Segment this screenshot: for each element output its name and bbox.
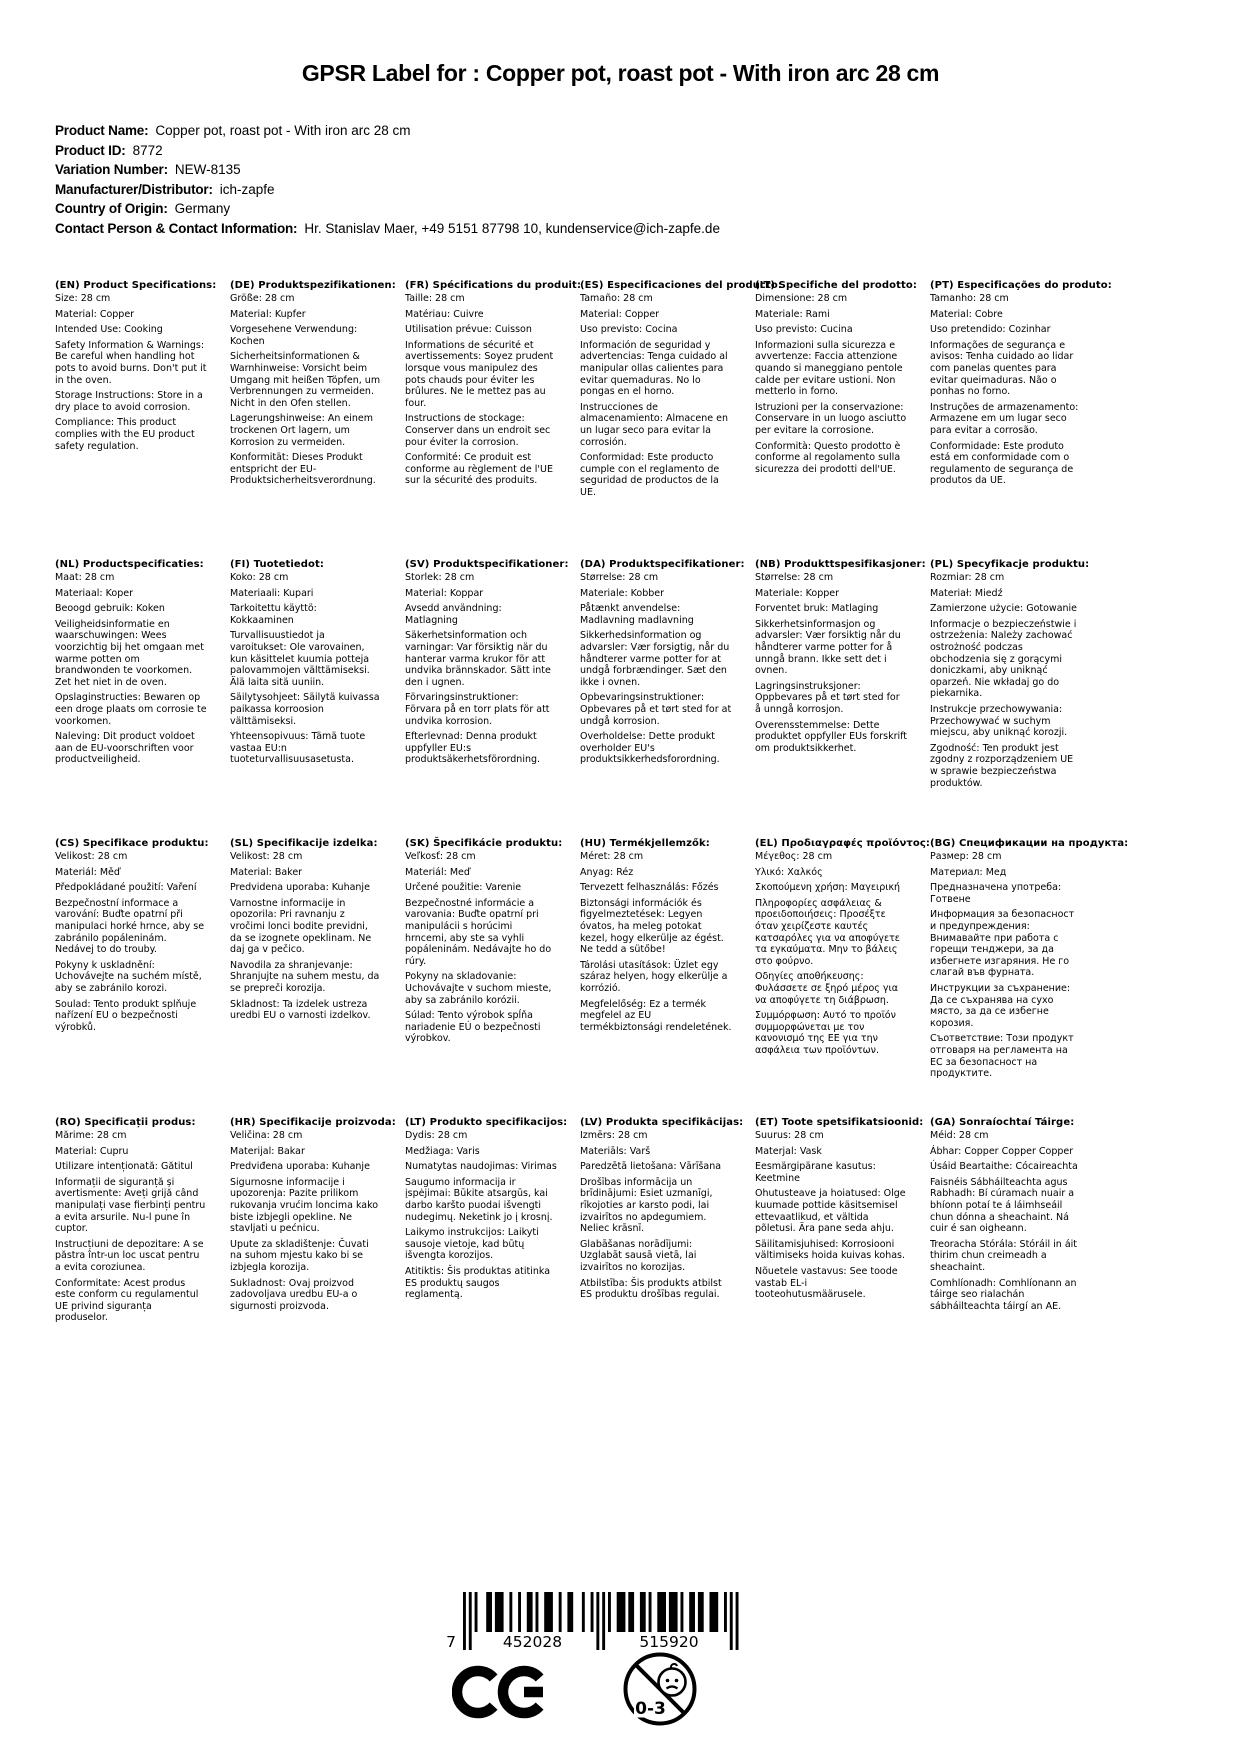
spec-paragraph: Συμμόρφωση: Αυτό το προϊόν συμμορφώνεται με τον κανονισμό της ΕΕ για την ασφάλεια των προϊόντων. bbox=[755, 1010, 896, 1056]
spec-paragraph: Megfelelőség: Ez a termék megfelel az EU termékbiztonsági rendeletének. bbox=[580, 998, 732, 1033]
spec-cell-hu bbox=[580, 838, 735, 1117]
spec-paragraph: Størrelse: 28 cm bbox=[580, 572, 659, 583]
spec-paragraph: Faisnéis Sábháilteachta agus Rabhadh: Bí cúramach nuair a bhíonn potaí te á láimhseáil chun dónna a sheachaint. Ná cuir é san oigheann. bbox=[930, 1176, 1075, 1235]
spec-paragraph: Koko: 28 cm bbox=[230, 572, 289, 583]
spec-cell-cs bbox=[55, 838, 210, 1117]
spec-cell-fr bbox=[405, 280, 582, 559]
info-label: Country of Origin: bbox=[55, 201, 168, 217]
spec-paragraph: Suurus: 28 cm bbox=[755, 1130, 824, 1141]
spec-paragraph: Maat: 28 cm bbox=[55, 572, 115, 583]
spec-paragraph: Размер: 28 cm bbox=[930, 851, 1002, 862]
spec-cell-nl bbox=[55, 559, 210, 838]
spec-header: (LT) Produkto specifikacijos: bbox=[405, 1117, 568, 1128]
spec-header: (HU) Termékjellemzők: bbox=[580, 838, 710, 849]
spec-paragraph: Informações de segurança e avisos: Tenha cuidado ao lidar com panelas quentes para evitar queimaduras. Não o ponhas no forno. bbox=[930, 339, 1074, 398]
spec-header: (DE) Produktspezifikationen: bbox=[230, 280, 396, 291]
spec-paragraph: Nõuetele vastavus: See toode vastab EL-i tooteohutusmäärusele. bbox=[755, 1265, 898, 1301]
spec-paragraph: Medžiaga: Varis bbox=[405, 1145, 480, 1157]
spec-cell-sl bbox=[230, 838, 385, 1117]
spec-paragraph: Bezpečnostné informácie a varovania: Buďte opatrní pri manipulácii s horúcimi hrncemi, aby ste sa vyhli popáleninám. Nedávajte ho do rúry. bbox=[405, 897, 552, 967]
spec-paragraph: Drošības informācija un brīdinājumi: Esiet uzmanīgi, rīkojoties ar karsto podi, lai izvairītos no apdegumiem. Neliec krāsnī. bbox=[580, 1176, 713, 1235]
ean-barcode bbox=[446, 1592, 739, 1651]
product-info-row bbox=[55, 199, 720, 219]
spec-paragraph: Informazioni sulla sicurezza e avvertenze: Faccia attenzione quando si maneggiano pentole calde per evitare ustioni. Non metterlo in forno. bbox=[755, 339, 903, 398]
spec-paragraph: Pokyny na skladovanie: Uchovávajte v suchom mieste, aby sa zabránilo korózii. bbox=[405, 971, 552, 1006]
product-info-block bbox=[55, 121, 720, 239]
spec-paragraph: Soulad: Tento produkt splňuje nařízení EU o bezpečnosti výrobků. bbox=[55, 998, 197, 1033]
spec-cell-el bbox=[755, 838, 930, 1117]
spec-paragraph: Dimensione: 28 cm bbox=[755, 293, 848, 304]
spec-paragraph: Πληροφορίες ασφάλειας & προειδοποιήσεις: Προσέξτε όταν χειρίζεστε καυτές κατσαρόλες για να αποφύγετε τα εγκαύματα. Μην το βάλεις στο φούρνο. bbox=[755, 897, 900, 967]
spec-paragraph: Påtænkt anvendelse: Madlavning madlavning bbox=[580, 603, 694, 626]
spec-paragraph: Materiāls: Varš bbox=[580, 1145, 651, 1157]
spec-paragraph: Conformità: Questo prodotto è conforme al regolamento sulla sicurezza dei prodotti dell'UE. bbox=[755, 440, 901, 475]
info-label: Variation Number: bbox=[55, 162, 168, 178]
spec-paragraph: Velikost: 28 cm bbox=[55, 851, 128, 862]
spec-paragraph: Veľkosť: 28 cm bbox=[405, 851, 476, 862]
spec-paragraph: Tárolási utasítások: Üzlet egy száraz helyen, hogy elkerülje a korrózió. bbox=[580, 959, 728, 994]
spec-paragraph: Tamanho: 28 cm bbox=[930, 293, 1009, 304]
spec-paragraph: Storage Instructions: Store in a dry place to avoid corrosion. bbox=[55, 390, 203, 413]
spec-paragraph: Materiaal: Koper bbox=[55, 587, 133, 599]
spec-paragraph: Glabāšanas norādījumi: Uzglabāt sausā vietā, lai izvairītos no korozijas. bbox=[580, 1238, 697, 1273]
spec-cell-nb bbox=[755, 559, 926, 838]
info-value: ich-zapfe bbox=[219, 181, 275, 197]
spec-cell-sv bbox=[405, 559, 569, 838]
spec-cell-bg bbox=[930, 838, 1129, 1117]
spec-paragraph: Informații de siguranță și avertismente: Aveți grijă când manipulați vase fierbinți pentru a evita arsurile. Nu-l pune în cuptor. bbox=[55, 1176, 206, 1235]
spec-paragraph: Sikkerhetsinformasjon og advarsler: Vær forsiktig når du håndterer varme potter for å unngå brann. Ikke sett det i ovnen. bbox=[755, 618, 901, 677]
spec-paragraph: Paredzētā lietošana: Vārīšana bbox=[580, 1161, 722, 1173]
age-warning-icon bbox=[621, 1650, 699, 1732]
spec-header: (EN) Product Specifications: bbox=[55, 280, 217, 291]
barcode-group2: 515920 bbox=[639, 1633, 699, 1651]
spec-paragraph: Σκοπούμενη χρήση: Μαγειρική bbox=[755, 882, 901, 894]
spec-paragraph: Инструкции за съхранение: Да се съхранява на сухо място, за да се избегне корозия. bbox=[930, 982, 1071, 1029]
spec-paragraph: Uso previsto: Cucina bbox=[755, 324, 853, 336]
spec-paragraph: Материал: Мед bbox=[930, 866, 1007, 878]
spec-cell-da bbox=[580, 559, 745, 838]
spec-paragraph: Size: 28 cm bbox=[55, 293, 111, 304]
spec-paragraph: Lagerungshinweise: An einem trockenen Ort lagern, um Korrosion zu vermeiden. bbox=[230, 413, 374, 448]
spec-paragraph: Compliance: This product complies with the EU product safety regulation. bbox=[55, 417, 195, 452]
spec-paragraph: Størrelse: 28 cm bbox=[755, 572, 834, 583]
spec-header: (SK) Špecifikácie produktu: bbox=[405, 838, 563, 849]
product-info-row bbox=[55, 219, 720, 239]
info-value: Copper pot, roast pot - With iron arc 28 cm bbox=[155, 123, 411, 138]
spec-cell-ro bbox=[55, 1117, 210, 1396]
spec-paragraph: Instrukcje przechowywania: Przechowywać w suchym miejscu, aby uniknąć korozji. bbox=[930, 703, 1068, 739]
spec-cell-ga bbox=[930, 1117, 1085, 1396]
spec-paragraph: Forventet bruk: Matlaging bbox=[755, 603, 879, 615]
spec-paragraph: Opbevaringsinstruktioner: Opbevares på et tørt sted for at undgå korrosion. bbox=[580, 692, 732, 727]
spec-header: (DA) Produktspecifikationer: bbox=[580, 559, 745, 570]
spec-paragraph: Информация за безопасност и предупреждения: Внимавайте при работа с горещи тенджери, за да избегнете изгаряния. Не го слагай във фурната. bbox=[930, 909, 1075, 979]
spec-cell-en bbox=[55, 280, 217, 559]
spec-header: (ET) Toote spetsifikatsioonid: bbox=[755, 1117, 924, 1128]
spec-paragraph: Instruções de armazenamento: Armazene em um lugar seco para evitar a corrosão. bbox=[930, 401, 1079, 436]
spec-header: (FR) Spécifications du produit: bbox=[405, 280, 582, 291]
spec-grid bbox=[55, 280, 1129, 1396]
spec-paragraph: Efterlevnad: Denna produkt uppfyller EU:s produktsäkerhetsförordning. bbox=[405, 731, 541, 766]
product-info-row bbox=[55, 121, 720, 141]
spec-paragraph: Lagringsinstruksjoner: Oppbevares på et tørt sted for å unngå korrosjon. bbox=[755, 680, 900, 715]
product-info-row bbox=[55, 180, 720, 200]
spec-paragraph: Rozmiar: 28 cm bbox=[930, 572, 1005, 583]
spec-paragraph: Materiał: Miedź bbox=[930, 587, 1003, 599]
spec-header: (EL) Προδιαγραφές προϊόντος: bbox=[755, 838, 930, 849]
spec-paragraph: Overensstemmelse: Dette produktet oppfyller EUs forskrift om produktsikkerhet. bbox=[755, 719, 908, 754]
spec-paragraph: Předpokládané použití: Vaření bbox=[55, 882, 197, 894]
spec-paragraph: Numatytas naudojimas: Virimas bbox=[405, 1161, 557, 1173]
spec-paragraph: Material: Copper bbox=[55, 308, 135, 320]
spec-paragraph: Navodila za shranjevanje: Shranjujte na suhem mestu, da se prepreči korozija. bbox=[230, 959, 380, 994]
spec-paragraph: Säilitamisjuhised: Korrosiooni vältimiseks hoida kuivas kohas. bbox=[755, 1238, 906, 1262]
info-value: Germany bbox=[174, 201, 231, 217]
spec-paragraph: Materiale: Rami bbox=[755, 308, 830, 320]
spec-cell-pt bbox=[930, 280, 1112, 559]
spec-paragraph: Informations de sécurité et avertissements: Soyez prudent lorsque vous manipulez des pots chauds pour éviter les brûlures. Ne le mettez pas au four. bbox=[405, 339, 554, 409]
spec-paragraph: Skladnost: Ta izdelek ustreza uredbi EU o varnosti izdelkov. bbox=[230, 998, 371, 1022]
spec-paragraph: Safety Information & Warnings: Be careful when handling hot pots to avoid burns. Don't put it in the oven. bbox=[55, 339, 207, 386]
spec-paragraph: Naleving: Dit product voldoet aan de EU-voorschriften voor productveiligheid. bbox=[55, 731, 195, 766]
spec-paragraph: Istruzioni per la conservazione: Conservare in un luogo asciutto per evitare la corrosione. bbox=[755, 401, 907, 436]
spec-paragraph: Veiligheidsinformatie en waarschuwingen: Wees voorzichtig bij het omgaan met warme potten om brandwonden te voorkomen. Zet het niet in de oven. bbox=[55, 618, 204, 688]
spec-paragraph: Предназначена употреба: Готвене bbox=[930, 882, 1062, 905]
info-label: Manufacturer/Distributor: bbox=[55, 181, 213, 197]
spec-header: (NB) Produkttspesifikasjoner: bbox=[755, 559, 926, 570]
spec-paragraph: Storlek: 28 cm bbox=[405, 572, 475, 583]
info-label: Product Name: bbox=[55, 123, 149, 138]
barcode-lead-digit: 7 bbox=[446, 1633, 456, 1651]
spec-paragraph: Material: Baker bbox=[230, 866, 303, 878]
spec-header: (ES) Especificaciones del producto: bbox=[580, 280, 782, 291]
spec-paragraph: Súlad: Tento výrobok spĺňa nariadenie EÚ o bezpečnosti výrobkov. bbox=[405, 1010, 541, 1045]
spec-paragraph: Material: Kupfer bbox=[230, 308, 306, 320]
spec-paragraph: Utilizare intenționată: Gătitul bbox=[55, 1161, 193, 1173]
spec-paragraph: Materiál: Měď bbox=[55, 866, 120, 878]
spec-paragraph: Bezpečnostní informace a varování: Buďte opatrní při manipulaci horké hrnce, aby se zabránilo popáleninám. Nedávej to do trouby. bbox=[55, 897, 205, 956]
spec-paragraph: Materiale: Kobber bbox=[580, 587, 665, 599]
spec-header: (PL) Specyfikacje produktu: bbox=[930, 559, 1090, 570]
spec-paragraph: Comhlíonadh: Comhlíonann an táirge seo rialachán sábháilteachta táirgí an AE. bbox=[930, 1277, 1077, 1312]
spec-paragraph: Avsedd användning: Matlagning bbox=[405, 603, 502, 626]
spec-paragraph: Förvaringsinstruktioner: Förvara på en torr plats för att undvika korrosion. bbox=[405, 692, 550, 727]
info-value: Hr. Stanislav Maer, +49 5151 87798 10, kundenservice@ich-zapfe.de bbox=[304, 220, 720, 236]
spec-cell-es bbox=[580, 280, 782, 559]
spec-paragraph: Určené použitie: Varenie bbox=[405, 882, 522, 894]
spec-paragraph: Taille: 28 cm bbox=[405, 293, 465, 304]
spec-header: (NL) Productspecificaties: bbox=[55, 559, 204, 570]
spec-paragraph: Säkerhetsinformation och varningar: Var försiktig när du hanterar varma krukor för att undvika brännskador. Sätt inte den i ugnen. bbox=[405, 630, 551, 688]
spec-header: (SL) Specifikacije izdelka: bbox=[230, 838, 378, 849]
spec-paragraph: Zgodność: Ten produkt jest zgodny z rozporządzeniem UE w sprawie bezpieczeństwa produktów. bbox=[930, 742, 1074, 789]
spec-paragraph: Predvidena uporaba: Kuhanje bbox=[230, 882, 370, 894]
spec-paragraph: Material: Cobre bbox=[930, 308, 1003, 320]
spec-paragraph: Instrucțiuni de depozitare: A se păstra într-un loc uscat pentru a evita coroziunea. bbox=[55, 1238, 204, 1273]
info-label: Contact Person & Contact Information: bbox=[55, 220, 298, 236]
spec-cell-pl bbox=[930, 559, 1090, 838]
spec-paragraph: Laikymo instrukcijos: Laikyti sausoje vietoje, kad būtų išvengta korozijos. bbox=[405, 1227, 539, 1262]
spec-paragraph: Saugumo informacija ir įspėjimai: Būkite atsargūs, kai darbo karšto puodai išvengti nudegimų. Neketink jo į krosnį. bbox=[405, 1176, 553, 1223]
spec-paragraph: Sigurnosne informacije i upozorenja: Pazite prilikom rukovanja vrućim loncima kako biste izbjegli opekline. Ne stavljati u pećnicu. bbox=[230, 1176, 379, 1235]
spec-paragraph: Matériau: Cuivre bbox=[405, 308, 484, 320]
spec-paragraph: Sicherheitsinformationen & Warnhinweise: Vorsicht beim Umgang mit heißen Töpfen, um Verbrennungen zu vermeiden. Nicht in den Ofen stellen. bbox=[230, 351, 381, 409]
spec-cell-hr bbox=[230, 1117, 396, 1396]
spec-paragraph: Méid: 28 cm bbox=[930, 1130, 989, 1141]
spec-paragraph: Información de seguridad y advertencias: Tenga cuidado al manipular ollas calientes para evitar quemaduras. No lo pongas en el horno. bbox=[580, 339, 728, 398]
spec-paragraph: Opslaginstructies: Bewaren op een droge plaats om corrosie te voorkomen. bbox=[55, 692, 207, 727]
spec-paragraph: Upute za skladištenje: Čuvati na suhom mjestu kako bi se izbjegla korozija. bbox=[230, 1238, 369, 1273]
spec-paragraph: Съответствие: Този продукт отговаря на регламента на ЕС за безопасност на продуктите. bbox=[930, 1033, 1074, 1080]
spec-paragraph: Größe: 28 cm bbox=[230, 293, 295, 304]
spec-paragraph: Biztonsági információk és figyelmeztetések: Legyen óvatos, ha meleg potokat kezel, hogy elkerülje az égést. Ne tedd a sütőbe! bbox=[580, 897, 724, 956]
spec-paragraph: Instructions de stockage: Conserver dans un endroit sec pour éviter la corrosion. bbox=[405, 413, 551, 448]
spec-cell-fi bbox=[230, 559, 385, 838]
spec-paragraph: Conformité: Ce produit est conforme au règlement de l'UE sur la sécurité des produits. bbox=[405, 452, 553, 487]
spec-paragraph: Ohutusteave ja hoiatused: Olge kuumade pottide käsitsemisel ettevaatlikud, et vältida põletusi. Ära pane seda ahju. bbox=[755, 1188, 906, 1235]
spec-paragraph: Varnostne informacije in opozorila: Pri ravnanju z vročimi lonci bodite previdni, da se izognete opeklinam. Ne daj ga v pečico. bbox=[230, 897, 372, 956]
info-label: Product ID: bbox=[55, 142, 126, 158]
spec-paragraph: Velikost: 28 cm bbox=[230, 851, 303, 862]
spec-paragraph: Materjal: Vask bbox=[755, 1145, 822, 1157]
spec-paragraph: Turvallisuustiedot ja varoitukset: Ole varovainen, kun käsittelet kuumia potteja palovammojen välttämiseksi. Älä laita sitä uuniin. bbox=[230, 630, 370, 688]
spec-paragraph: Uso pretendido: Cozinhar bbox=[930, 324, 1051, 336]
spec-header: (FI) Tuotetiedot: bbox=[230, 559, 324, 570]
spec-paragraph: Pokyny k uskladnění: Uchovávejte na suchém místě, aby se zabránilo korozi. bbox=[55, 959, 202, 994]
spec-header: (GA) Sonraíochtaí Táirge: bbox=[930, 1117, 1075, 1128]
spec-paragraph: Beoogd gebruik: Koken bbox=[55, 603, 165, 615]
spec-paragraph: Material: Cupru bbox=[55, 1145, 129, 1157]
spec-paragraph: Vorgesehene Verwendung: Kochen bbox=[230, 324, 358, 347]
spec-paragraph: Overholdelse: Dette produkt overholder EU's produktsikkerhedsforordning. bbox=[580, 731, 720, 766]
spec-header: (BG) Спецификации на продукта: bbox=[930, 838, 1129, 849]
spec-paragraph: Izmērs: 28 cm bbox=[580, 1130, 648, 1141]
spec-header: (PT) Especificações do produto: bbox=[930, 280, 1112, 291]
spec-paragraph: Materiaali: Kupari bbox=[230, 587, 314, 599]
info-value: 8772 bbox=[132, 142, 163, 158]
spec-paragraph: Zamierzone użycie: Gotowanie bbox=[930, 603, 1078, 615]
spec-cell-sk bbox=[405, 838, 563, 1117]
spec-header: (LV) Produkta specifikācijas: bbox=[580, 1117, 744, 1128]
spec-paragraph: Οδηγίες αποθήκευσης: Φυλάσσετε σε ξηρό μέρος για να αποφύγετε τη διάβρωση. bbox=[755, 971, 898, 1006]
spec-paragraph: Sikkerhedsinformation og advarsler: Vær forsigtig, når du håndterer varme potter for at undgå forbrændinger. Sæt den ikke i ovnen. bbox=[580, 630, 730, 688]
spec-cell-lv bbox=[580, 1117, 744, 1396]
product-info-row bbox=[55, 160, 720, 180]
spec-paragraph: Atbilstība: Šis produkts atbilst ES produktu drošības regulai. bbox=[580, 1277, 722, 1301]
spec-paragraph: Treoracha Stórála: Stóráil in áit thirim chun creimeadh a sheachaint. bbox=[930, 1238, 1078, 1273]
spec-cell-et bbox=[755, 1117, 924, 1396]
spec-paragraph: Materiale: Kopper bbox=[755, 587, 840, 599]
spec-paragraph: Anyag: Réz bbox=[580, 866, 634, 878]
spec-paragraph: Material: Koppar bbox=[405, 587, 484, 599]
spec-paragraph: Säilytysohjeet: Säilytä kuivassa paikassa korroosion välttämiseksi. bbox=[230, 692, 380, 727]
spec-paragraph: Eesmärgipärane kasutus: Keetmine bbox=[755, 1161, 876, 1184]
spec-paragraph: Predviđena uporaba: Kuhanje bbox=[230, 1161, 370, 1173]
spec-paragraph: Μέγεθος: 28 cm bbox=[755, 851, 833, 862]
spec-paragraph: Mărime: 28 cm bbox=[55, 1130, 127, 1141]
spec-paragraph: Atitiktis: Šis produktas atitinka ES produktų saugos reglamentą. bbox=[405, 1265, 551, 1301]
spec-paragraph: Υλικό: Χαλκός bbox=[755, 866, 823, 878]
spec-paragraph: Sukladnost: Ovaj proizvod zadovoljava uredbu EU-a o sigurnosti proizvoda. bbox=[230, 1277, 358, 1312]
age-warning-label: 0-3 bbox=[635, 1699, 666, 1719]
spec-paragraph: Dydis: 28 cm bbox=[405, 1130, 468, 1141]
page-title: GPSR Label for : Copper pot, roast pot - With iron arc 28 cm bbox=[301, 60, 940, 86]
info-value: NEW-8135 bbox=[174, 162, 241, 178]
spec-header: (SV) Produktspecifikationer: bbox=[405, 559, 569, 570]
spec-paragraph: Tamaño: 28 cm bbox=[580, 293, 653, 304]
spec-paragraph: Tervezett felhasználás: Főzés bbox=[580, 882, 719, 894]
spec-paragraph: Úsáid Beartaithe: Cócaireachta bbox=[930, 1161, 1078, 1173]
spec-paragraph: Méret: 28 cm bbox=[580, 851, 644, 862]
barcode-group1: 452028 bbox=[502, 1633, 563, 1651]
spec-paragraph: Uso previsto: Cocina bbox=[580, 324, 678, 336]
spec-cell-it bbox=[755, 280, 917, 559]
spec-paragraph: Conformidad: Este producto cumple con el reglamento de seguridad de productos de la UE. bbox=[580, 452, 720, 498]
spec-paragraph: Veličina: 28 cm bbox=[230, 1130, 303, 1141]
spec-paragraph: Ábhar: Copper Copper Copper bbox=[930, 1145, 1074, 1157]
spec-paragraph: Intended Use: Cooking bbox=[55, 324, 163, 336]
spec-header: (IT) Specifiche del prodotto: bbox=[755, 280, 917, 291]
spec-paragraph: Conformidade: Este produto está em conformidade com o regulamento de segurança de produtos da UE. bbox=[930, 440, 1074, 487]
spec-header: (HR) Specifikacije proizvoda: bbox=[230, 1117, 396, 1128]
spec-paragraph: Utilisation prévue: Cuisson bbox=[405, 324, 532, 336]
spec-paragraph: Materiál: Meď bbox=[405, 866, 470, 878]
spec-paragraph: Informacje o bezpieczeństwie i ostrzeżenia: Należy zachować ostrożność podczas obchodzenia się z gorącymi doniczkami, aby uniknąć oparzeń. Nie wkładaj go do piekarnika. bbox=[930, 618, 1077, 700]
spec-cell-lt bbox=[405, 1117, 568, 1396]
spec-header: (RO) Specificații produs: bbox=[55, 1117, 196, 1128]
spec-paragraph: Instrucciones de almacenamiento: Almacene en un lugar seco para evitar la corrosión. bbox=[580, 401, 728, 448]
spec-paragraph: Conformitate: Acest produs este conform cu regulamentul UE privind siguranța produselor. bbox=[55, 1277, 199, 1324]
spec-paragraph: Yhteensopivuus: Tämä tuote vastaa EU:n tuoteturvallisuusasetusta. bbox=[230, 731, 366, 766]
spec-paragraph: Material: Copper bbox=[580, 308, 660, 320]
product-info-row bbox=[55, 141, 720, 161]
spec-paragraph: Konformität: Dieses Produkt entspricht der EU-Produktsicherheitsverordnung. bbox=[230, 452, 376, 487]
spec-header: (CS) Specifikace produktu: bbox=[55, 838, 209, 849]
ce-mark-icon bbox=[452, 1661, 550, 1727]
spec-paragraph: Materijal: Bakar bbox=[230, 1145, 305, 1157]
spec-paragraph: Tarkoitettu käyttö: Kokkaaminen bbox=[230, 603, 317, 626]
spec-cell-de bbox=[230, 280, 396, 559]
